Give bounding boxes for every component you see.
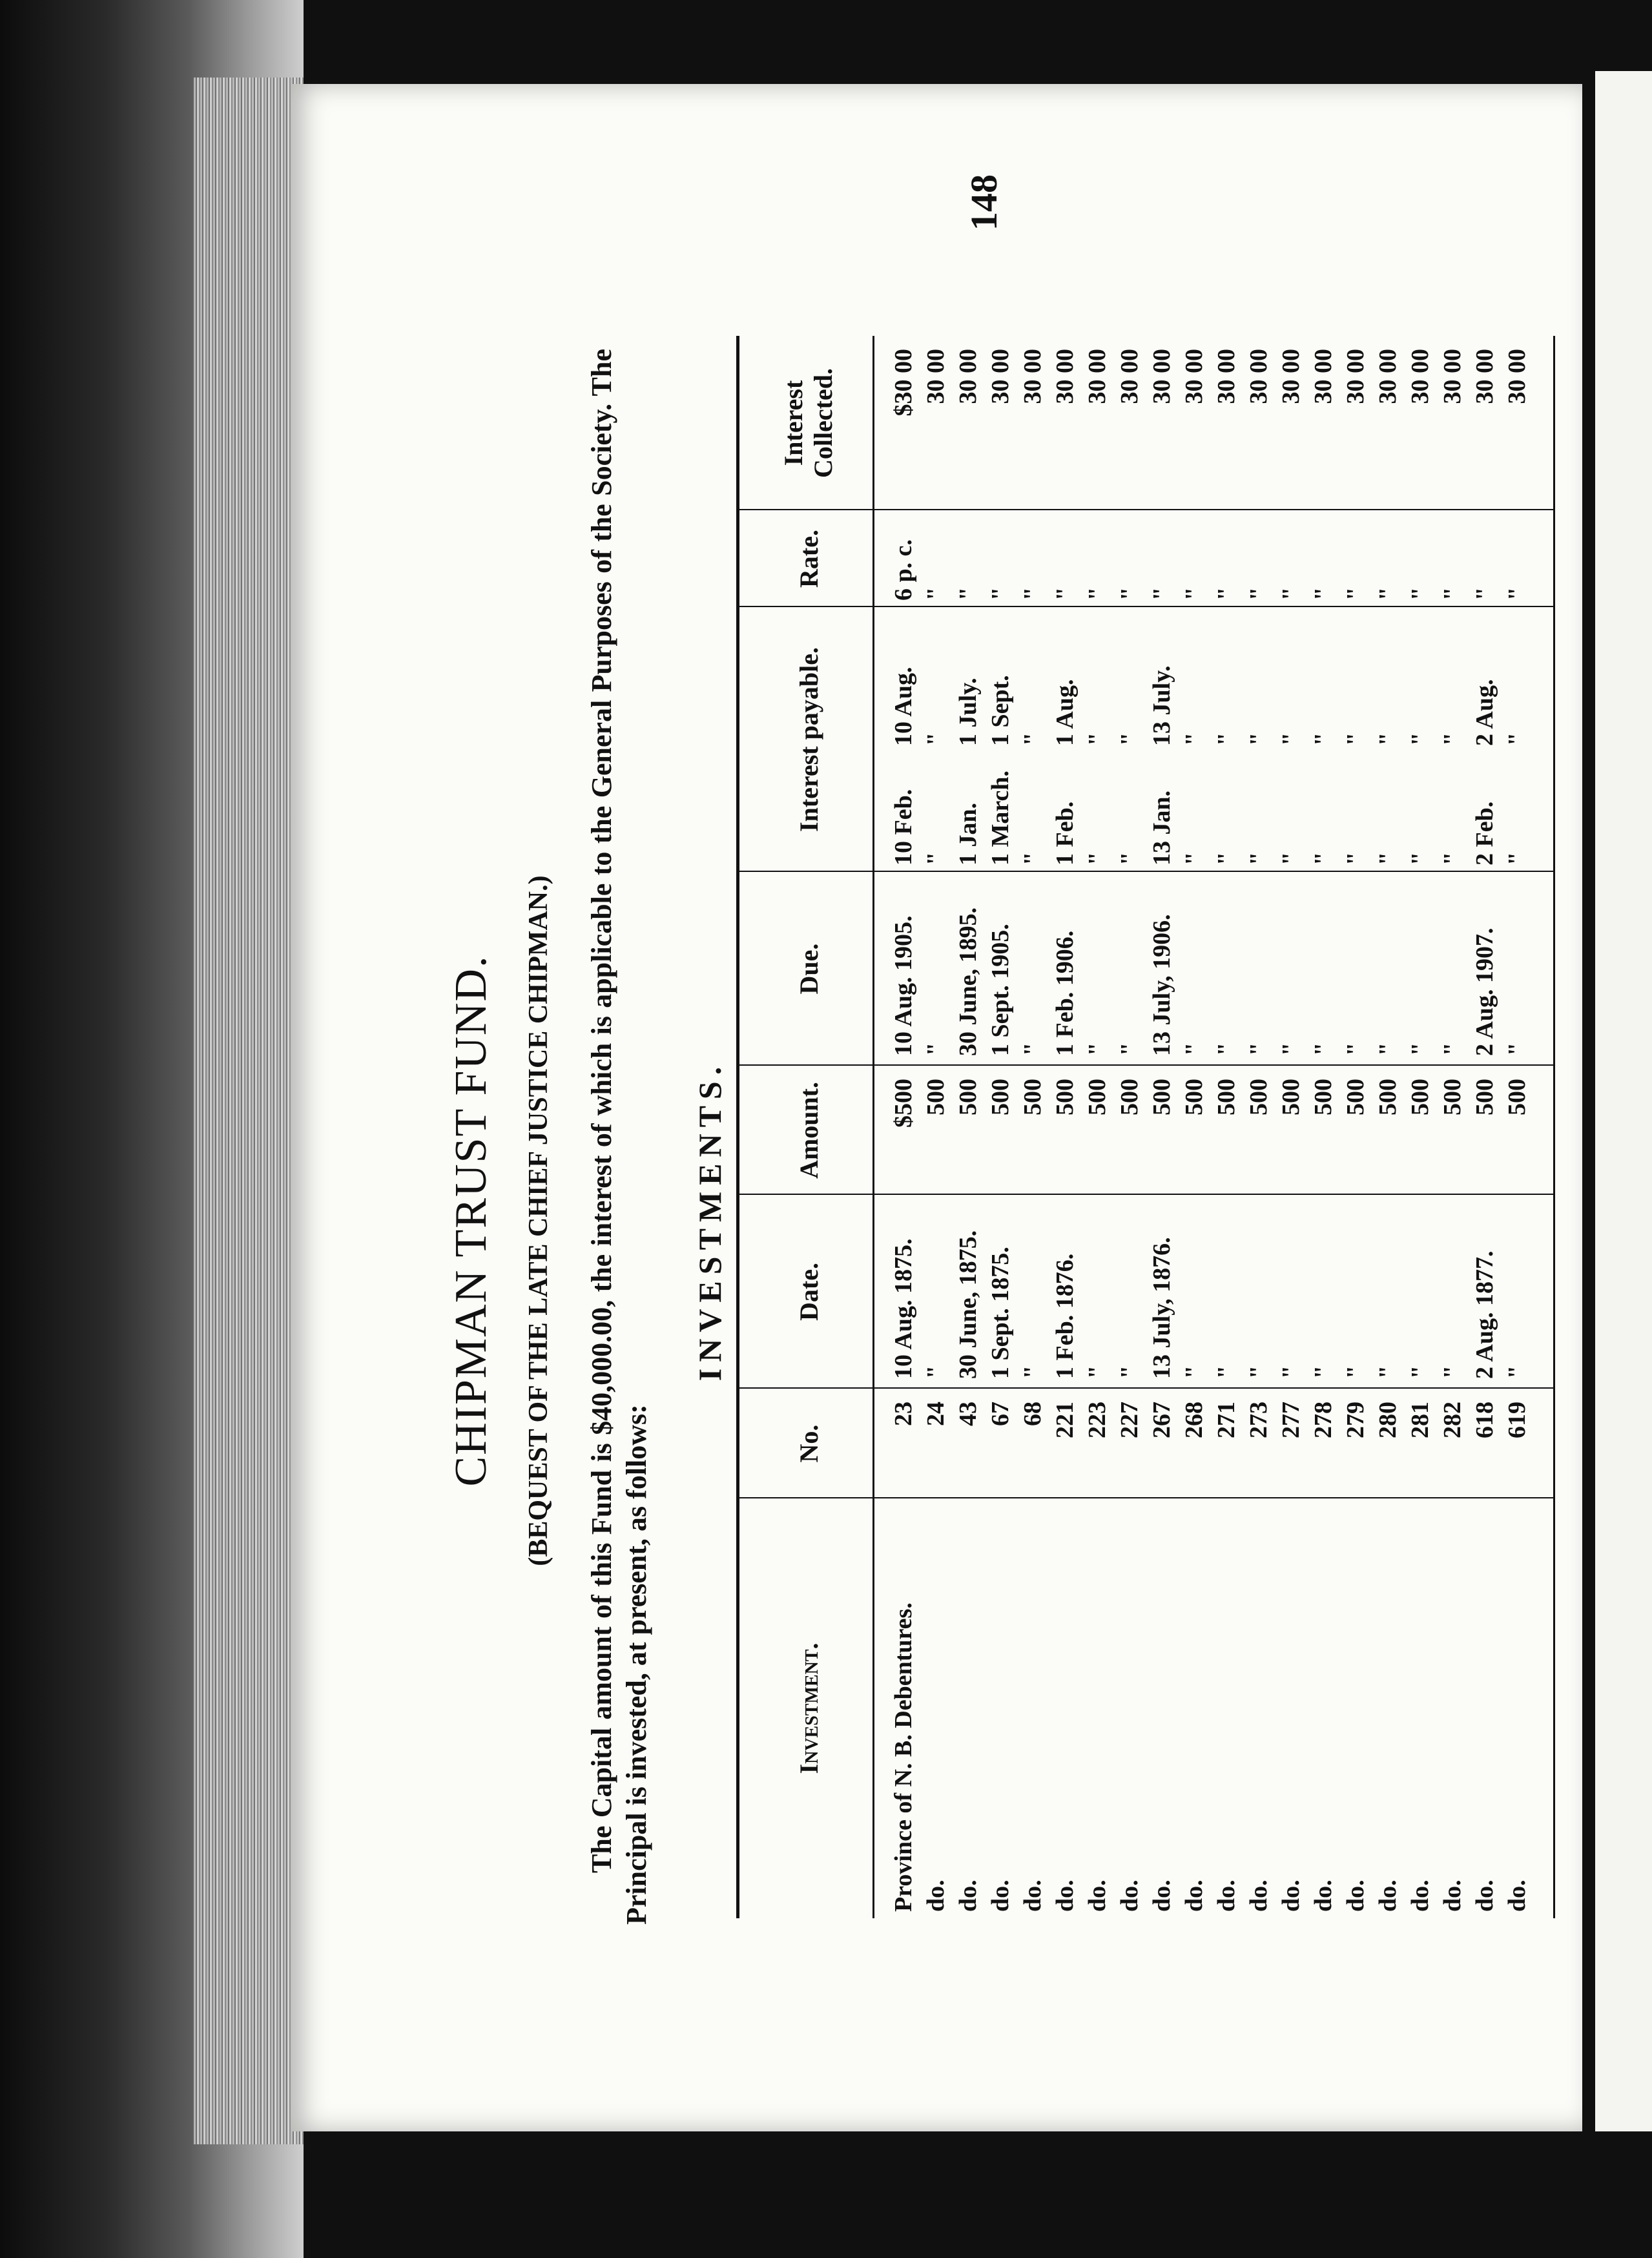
cell-collected: 30 00 xyxy=(1471,349,1498,404)
table-row xyxy=(986,336,1014,1918)
cell-pay2: 10 Aug. xyxy=(890,667,917,746)
cell-rate: " xyxy=(1471,586,1498,601)
cell-no: 280 xyxy=(1374,1402,1401,1438)
cell-due: 13 July, 1906. xyxy=(1148,914,1175,1056)
cell-date: " xyxy=(1374,1365,1401,1379)
cell-pay1: " xyxy=(1245,851,1272,865)
cell-investment: do. xyxy=(1116,1880,1143,1912)
table-row xyxy=(1051,336,1079,1918)
cell-due: " xyxy=(1277,1042,1305,1056)
cell-investment: do. xyxy=(1407,1880,1434,1912)
table-row xyxy=(1212,336,1240,1918)
cell-rate: " xyxy=(1019,586,1046,601)
cell-rate: " xyxy=(1084,586,1111,601)
cell-date: " xyxy=(1342,1365,1369,1379)
cell-no: 68 xyxy=(1019,1402,1046,1426)
cell-pay1: 1 Feb. xyxy=(1051,801,1079,865)
cell-date: " xyxy=(1084,1365,1111,1379)
cell-pay1: " xyxy=(1342,851,1369,865)
cell-no: 24 xyxy=(922,1402,949,1426)
cell-pay1: " xyxy=(922,851,949,865)
cell-amount: 500 xyxy=(1407,1079,1434,1115)
cell-investment: Province of N. B. Debentures. xyxy=(890,1602,917,1912)
cell-rate: " xyxy=(1051,586,1079,601)
cell-pay2: " xyxy=(1342,732,1369,746)
cell-investment: do. xyxy=(1245,1880,1272,1912)
cell-collected: 30 00 xyxy=(955,349,982,404)
cell-rate: " xyxy=(1407,586,1434,601)
cell-amount: 500 xyxy=(1148,1079,1175,1115)
cell-due: " xyxy=(922,1042,949,1056)
cell-pay1: " xyxy=(1019,851,1046,865)
cell-no: 227 xyxy=(1116,1402,1143,1438)
cell-due: " xyxy=(1019,1042,1046,1056)
cell-rate: " xyxy=(922,586,949,601)
cell-date: " xyxy=(1213,1365,1240,1379)
cell-pay1: " xyxy=(1310,851,1337,865)
cell-rate: 6 p. c. xyxy=(890,539,917,601)
cell-no: 273 xyxy=(1245,1402,1272,1438)
cell-collected: 30 00 xyxy=(1245,349,1272,404)
cell-rate: " xyxy=(1181,586,1208,601)
cell-amount: 500 xyxy=(922,1079,949,1115)
cell-rate: " xyxy=(1342,586,1369,601)
cell-collected: 30 00 xyxy=(1439,349,1466,404)
cell-amount: 500 xyxy=(1374,1079,1401,1115)
table-row xyxy=(1341,336,1369,1918)
cell-rate: " xyxy=(1116,586,1143,601)
header-due: Due. xyxy=(739,871,872,1066)
table-row xyxy=(1083,336,1111,1918)
cell-collected: $30 00 xyxy=(890,349,917,417)
cell-collected: 30 00 xyxy=(1084,349,1111,404)
cell-pay2: 1 July. xyxy=(955,678,982,746)
header-rate: Rate. xyxy=(739,509,872,607)
cell-no: 223 xyxy=(1084,1402,1111,1438)
cell-investment: do. xyxy=(1342,1880,1369,1912)
page-subtitle: (BEQUEST OF THE LATE CHIEF JUSTICE CHIPMAN.) xyxy=(524,875,553,1566)
cell-pay2: " xyxy=(922,732,949,746)
cell-amount: 500 xyxy=(1503,1079,1531,1115)
header-amount: Amount. xyxy=(739,1064,872,1195)
cell-date: 2 Aug. 1877. xyxy=(1471,1250,1498,1379)
cell-rate: " xyxy=(1277,586,1305,601)
cell-no: 619 xyxy=(1503,1402,1531,1438)
cell-collected: 30 00 xyxy=(1277,349,1305,404)
cell-amount: 500 xyxy=(1116,1079,1143,1115)
cell-no: 281 xyxy=(1407,1402,1434,1438)
cell-no: 278 xyxy=(1310,1402,1337,1438)
cell-pay1: 1 March. xyxy=(987,770,1014,865)
header-date: Date. xyxy=(739,1194,872,1389)
intro-paragraph: The Capital amount of this Fund is $40,000.00, the interest of which is applicable to the General Purposes of the Society. The Principal is invested, at present, as follows: xyxy=(586,349,652,1925)
cell-investment: do. xyxy=(1181,1880,1208,1912)
cell-rate: " xyxy=(987,586,1014,601)
cell-collected: 30 00 xyxy=(1051,349,1079,404)
cell-pay2: " xyxy=(1019,732,1046,746)
cell-investment: do. xyxy=(922,1880,949,1912)
cell-date: " xyxy=(1116,1365,1143,1379)
header-investment: Investment. xyxy=(739,1497,872,1918)
cell-due: 1 Feb. 1906. xyxy=(1051,930,1079,1056)
cell-pay1: " xyxy=(1116,851,1143,865)
cell-investment: do. xyxy=(987,1880,1014,1912)
table-row xyxy=(1406,336,1434,1918)
cell-pay2: " xyxy=(1181,732,1208,746)
cell-due: 2 Aug. 1907. xyxy=(1471,927,1498,1056)
cell-no: 271 xyxy=(1213,1402,1240,1438)
cell-collected: 30 00 xyxy=(1503,349,1531,404)
table-row xyxy=(1018,336,1046,1918)
cell-due: " xyxy=(1213,1042,1240,1056)
table-row xyxy=(1115,336,1143,1918)
table-row xyxy=(1180,336,1208,1918)
cell-date: 10 Aug. 1875. xyxy=(890,1238,917,1379)
cell-collected: 30 00 xyxy=(1374,349,1401,404)
cell-pay2: " xyxy=(1084,732,1111,746)
cell-amount: 500 xyxy=(1245,1079,1272,1115)
cell-date: " xyxy=(1181,1365,1208,1379)
table-row xyxy=(889,336,917,1918)
cell-no: 618 xyxy=(1471,1402,1498,1438)
cell-rate: " xyxy=(1374,586,1401,601)
cell-amount: 500 xyxy=(987,1079,1014,1115)
cell-due: 30 June, 1895. xyxy=(955,907,982,1056)
header-interest-payable: Interest payable. xyxy=(739,606,872,872)
table-row xyxy=(1438,336,1466,1918)
cell-pay1: " xyxy=(1407,851,1434,865)
header-no: No. xyxy=(739,1387,872,1498)
page-title: CHIPMAN TRUST FUND. xyxy=(446,955,496,1487)
cell-rate: " xyxy=(1310,586,1337,601)
cell-pay2: " xyxy=(1503,732,1531,746)
cell-collected: 30 00 xyxy=(987,349,1014,404)
header-interest-collected: Interest Collected. xyxy=(779,368,838,478)
cell-collected: 30 00 xyxy=(922,349,949,404)
cell-amount: 500 xyxy=(1310,1079,1337,1115)
cell-amount: 500 xyxy=(1471,1079,1498,1115)
cell-due: " xyxy=(1342,1042,1369,1056)
cell-pay2: 1 Sept. xyxy=(987,675,1014,746)
cell-date: 13 July, 1876. xyxy=(1148,1237,1175,1379)
cell-amount: 500 xyxy=(1181,1079,1208,1115)
cell-amount: $500 xyxy=(890,1079,917,1128)
cell-investment: do. xyxy=(1277,1880,1305,1912)
cell-pay2: " xyxy=(1310,732,1337,746)
cell-pay2: " xyxy=(1407,732,1434,746)
cell-no: 221 xyxy=(1051,1402,1079,1438)
cell-due: " xyxy=(1245,1042,1272,1056)
cell-date: " xyxy=(922,1365,949,1379)
cell-no: 23 xyxy=(890,1402,917,1426)
cell-no: 277 xyxy=(1277,1402,1305,1438)
cell-investment: do. xyxy=(955,1880,982,1912)
cell-no: 268 xyxy=(1181,1402,1208,1438)
cell-pay2: 13 July. xyxy=(1148,665,1175,746)
cell-investment: do. xyxy=(1019,1880,1046,1912)
cell-investment: do. xyxy=(1310,1880,1337,1912)
cell-no: 67 xyxy=(987,1402,1014,1426)
cell-amount: 500 xyxy=(1439,1079,1466,1115)
cell-pay1: " xyxy=(1084,851,1111,865)
table-row xyxy=(922,336,949,1918)
cell-date: " xyxy=(1019,1365,1046,1379)
cell-pay1: " xyxy=(1439,851,1466,865)
cell-pay1: 1 Jan. xyxy=(955,802,982,865)
cell-investment: do. xyxy=(1439,1880,1466,1912)
cell-no: 43 xyxy=(955,1402,982,1426)
cell-rate: " xyxy=(1503,586,1531,601)
cell-date: " xyxy=(1277,1365,1305,1379)
table-row xyxy=(1148,336,1175,1918)
cell-investment: do. xyxy=(1471,1880,1498,1912)
cell-rate: " xyxy=(1148,586,1175,601)
cell-pay1: " xyxy=(1277,851,1305,865)
table-row xyxy=(1374,336,1401,1918)
cell-investment: do. xyxy=(1503,1880,1531,1912)
cell-amount: 500 xyxy=(955,1079,982,1115)
page-stack-edge xyxy=(194,78,304,2144)
cell-collected: 30 00 xyxy=(1116,349,1143,404)
cell-pay2: " xyxy=(1245,732,1272,746)
table-row xyxy=(1471,336,1498,1918)
cell-pay1: 2 Feb. xyxy=(1471,801,1498,865)
cell-date: " xyxy=(1245,1365,1272,1379)
cell-date: " xyxy=(1310,1365,1337,1379)
cell-date: 1 Feb. 1876. xyxy=(1051,1253,1079,1379)
cell-collected: 30 00 xyxy=(1342,349,1369,404)
cell-pay2: " xyxy=(1116,732,1143,746)
cell-due: " xyxy=(1181,1042,1208,1056)
cell-pay1: " xyxy=(1374,851,1401,865)
cell-investment: do. xyxy=(1084,1880,1111,1912)
cell-amount: 500 xyxy=(1213,1079,1240,1115)
cell-no: 279 xyxy=(1342,1402,1369,1438)
cell-pay2: 1 Aug. xyxy=(1051,679,1079,746)
rotated-page-content xyxy=(297,149,1576,2086)
cell-collected: 30 00 xyxy=(1148,349,1175,404)
cell-date: " xyxy=(1503,1365,1531,1379)
cell-no: 267 xyxy=(1148,1402,1175,1438)
table-row xyxy=(1244,336,1272,1918)
cell-collected: 30 00 xyxy=(1310,349,1337,404)
cell-investment: do. xyxy=(1374,1880,1401,1912)
investments-table xyxy=(736,336,1555,1918)
cell-pay1: " xyxy=(1213,851,1240,865)
cell-collected: 30 00 xyxy=(1019,349,1046,404)
cell-rate: " xyxy=(1439,586,1466,601)
cell-due: " xyxy=(1116,1042,1143,1056)
cell-due: " xyxy=(1503,1042,1531,1056)
cell-investment: do. xyxy=(1148,1880,1175,1912)
cell-due: " xyxy=(1084,1042,1111,1056)
cell-pay2: " xyxy=(1374,732,1401,746)
cell-pay1: 10 Feb. xyxy=(890,789,917,865)
cell-date: " xyxy=(1407,1365,1434,1379)
page-number: 148 xyxy=(963,174,1005,231)
cell-pay1: " xyxy=(1503,851,1531,865)
table-row xyxy=(1309,336,1337,1918)
cell-no: 282 xyxy=(1439,1402,1466,1438)
cell-due: 1 Sept. 1905. xyxy=(987,924,1014,1056)
cell-amount: 500 xyxy=(1277,1079,1305,1115)
cell-amount: 500 xyxy=(1342,1079,1369,1115)
cell-pay1: " xyxy=(1181,851,1208,865)
cell-pay2: " xyxy=(1439,732,1466,746)
cell-amount: 500 xyxy=(1051,1079,1079,1115)
cell-due: " xyxy=(1310,1042,1337,1056)
cell-rate: " xyxy=(955,586,982,601)
cell-pay2: " xyxy=(1277,732,1305,746)
cell-due: " xyxy=(1407,1042,1434,1056)
cell-date: 1 Sept. 1875. xyxy=(987,1247,1014,1379)
adjacent-page-edge xyxy=(1595,71,1652,2131)
cell-rate: " xyxy=(1213,586,1240,601)
cell-investment: do. xyxy=(1213,1880,1240,1912)
cell-collected: 30 00 xyxy=(1407,349,1434,404)
cell-rate: " xyxy=(1245,586,1272,601)
cell-investment: do. xyxy=(1051,1880,1079,1912)
cell-collected: 30 00 xyxy=(1213,349,1240,404)
cell-collected: 30 00 xyxy=(1181,349,1208,404)
cell-due: " xyxy=(1439,1042,1466,1056)
cell-amount: 500 xyxy=(1019,1079,1046,1115)
cell-pay2: 2 Aug. xyxy=(1471,679,1498,746)
cell-date: 30 June, 1875. xyxy=(955,1230,982,1379)
table-row xyxy=(1503,336,1531,1918)
table-row xyxy=(954,336,982,1918)
table-row xyxy=(1277,336,1305,1918)
cell-due: " xyxy=(1374,1042,1401,1056)
cell-pay1: 13 Jan. xyxy=(1148,790,1175,865)
cell-amount: 500 xyxy=(1084,1079,1111,1115)
section-heading: INVESTMENTS. xyxy=(692,1060,728,1382)
cell-due: 10 Aug. 1905. xyxy=(890,915,917,1056)
header-rule xyxy=(872,336,874,1918)
cell-pay2: " xyxy=(1213,732,1240,746)
cell-date: " xyxy=(1439,1365,1466,1379)
